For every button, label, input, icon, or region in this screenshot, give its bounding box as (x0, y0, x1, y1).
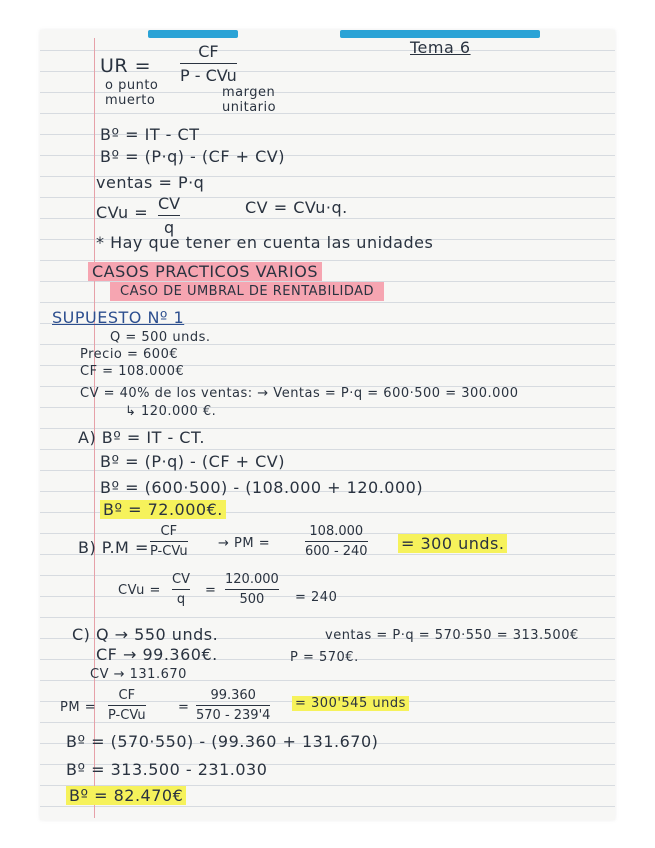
ur-margin-note: margen unitario (222, 85, 277, 115)
part-c-pm-numerator: CF (118, 688, 136, 703)
cvu-calc-denominator: q (176, 592, 186, 607)
ur-label: UR = (100, 55, 152, 77)
pm-result: = 300 unds. (398, 534, 507, 553)
note-units: * Hay que tener en cuenta las unidades (96, 233, 434, 252)
cvu-calc-den-value: 500 (239, 592, 265, 607)
part-a-result: Bº = 72.000€. (100, 500, 226, 519)
formula-cvu-fraction (158, 194, 180, 237)
cvu-calc-fraction (172, 572, 190, 607)
cvu-calc-values (225, 572, 279, 607)
part-a-line-2: Bº = (P·q) - (CF + CV) (100, 452, 285, 471)
pm-formula-fraction (150, 524, 188, 559)
supuesto-label: SUPUESTO Nº 1 (52, 308, 185, 327)
cvu-calc-numerator: CV (172, 572, 190, 587)
pm-denominator-value: 600 - 240 (305, 544, 368, 559)
part-c-pm-values (196, 688, 270, 723)
page-tab-mark (340, 30, 540, 38)
part-a-line-3: Bº = (600·500) - (108.000 + 120.000) (100, 478, 424, 497)
page-tab-mark (148, 30, 238, 38)
ur-fraction (180, 42, 237, 85)
ur-numerator: CF (198, 42, 219, 61)
part-c-ventas: ventas = P·q = 570·550 = 313.500€ (325, 628, 579, 643)
part-c-line-5: Bº = 313.500 - 231.030 (66, 760, 268, 779)
cvu-calc-label: CVu = (118, 583, 161, 598)
part-c-pm-eq: = (178, 700, 190, 715)
part-b-label: B) P.M = (78, 538, 149, 557)
formula-cvu-label: CVu = (96, 203, 149, 222)
formula-ventas: ventas = P·q (96, 173, 205, 192)
formula-benefit-1: Bº = IT - CT (100, 125, 200, 144)
part-c-price: P = 570€. (290, 650, 359, 665)
part-c-result: Bº = 82.470€ (66, 786, 186, 805)
part-c-pm-denominator: P-CVu (108, 708, 146, 723)
formula-cv: CV = CVu·q. (245, 198, 348, 217)
supuesto-cf: CF = 108.000€ (80, 364, 185, 379)
part-c-pm-result: = 300'545 unds (292, 696, 409, 711)
part-a-line-1: A) Bº = IT - CT. (78, 428, 205, 447)
ur-note: o punto muerto (105, 78, 159, 108)
part-c-pm-den-value: 570 - 239'4 (196, 708, 271, 723)
cvu-numerator: CV (158, 194, 181, 213)
ur-denominator: P - CVu (180, 66, 237, 85)
part-c-pm-label: PM = (60, 700, 97, 715)
supuesto-price: Precio = 600€ (80, 347, 179, 362)
part-c-pm-num-value: 99.360 (210, 688, 256, 703)
cvu-calc-eq: = (205, 583, 217, 598)
cvu-denominator: q (163, 218, 175, 237)
part-c-line-3: CV → 131.670 (90, 667, 187, 682)
part-c-line-2: CF → 99.360€. (96, 645, 218, 664)
pm-denominator: P-CVu (150, 544, 188, 559)
part-c-line-4: Bº = (570·550) - (99.360 + 131.670) (66, 732, 379, 751)
supuesto-quantity: Q = 500 unds. (110, 330, 211, 345)
pm-values-fraction (305, 524, 368, 559)
topic-title: Tema 6 (410, 38, 471, 57)
section-title: CASOS PRACTICOS VARIOS (88, 262, 322, 281)
pm-arrow: → PM = (218, 536, 271, 551)
formula-benefit-2: Bº = (P·q) - (CF + CV) (100, 147, 285, 166)
cvu-calc-num-value: 120.000 (225, 572, 279, 587)
cvu-calc-result: = 240 (295, 590, 338, 605)
part-c-line-1: C) Q → 550 unds. (72, 625, 219, 644)
pm-numerator: CF (160, 524, 178, 539)
supuesto-cv-line: CV = 40% de los ventas: → Ventas = P·q = 600·500 = 300.000 (80, 386, 519, 401)
pm-numerator-value: 108.000 (309, 524, 364, 539)
part-c-pm-fraction (108, 688, 146, 723)
supuesto-cv-result: ↳ 120.000 €. (125, 404, 217, 419)
section-subtitle: CASO DE UMBRAL DE RENTABILIDAD (110, 282, 384, 301)
